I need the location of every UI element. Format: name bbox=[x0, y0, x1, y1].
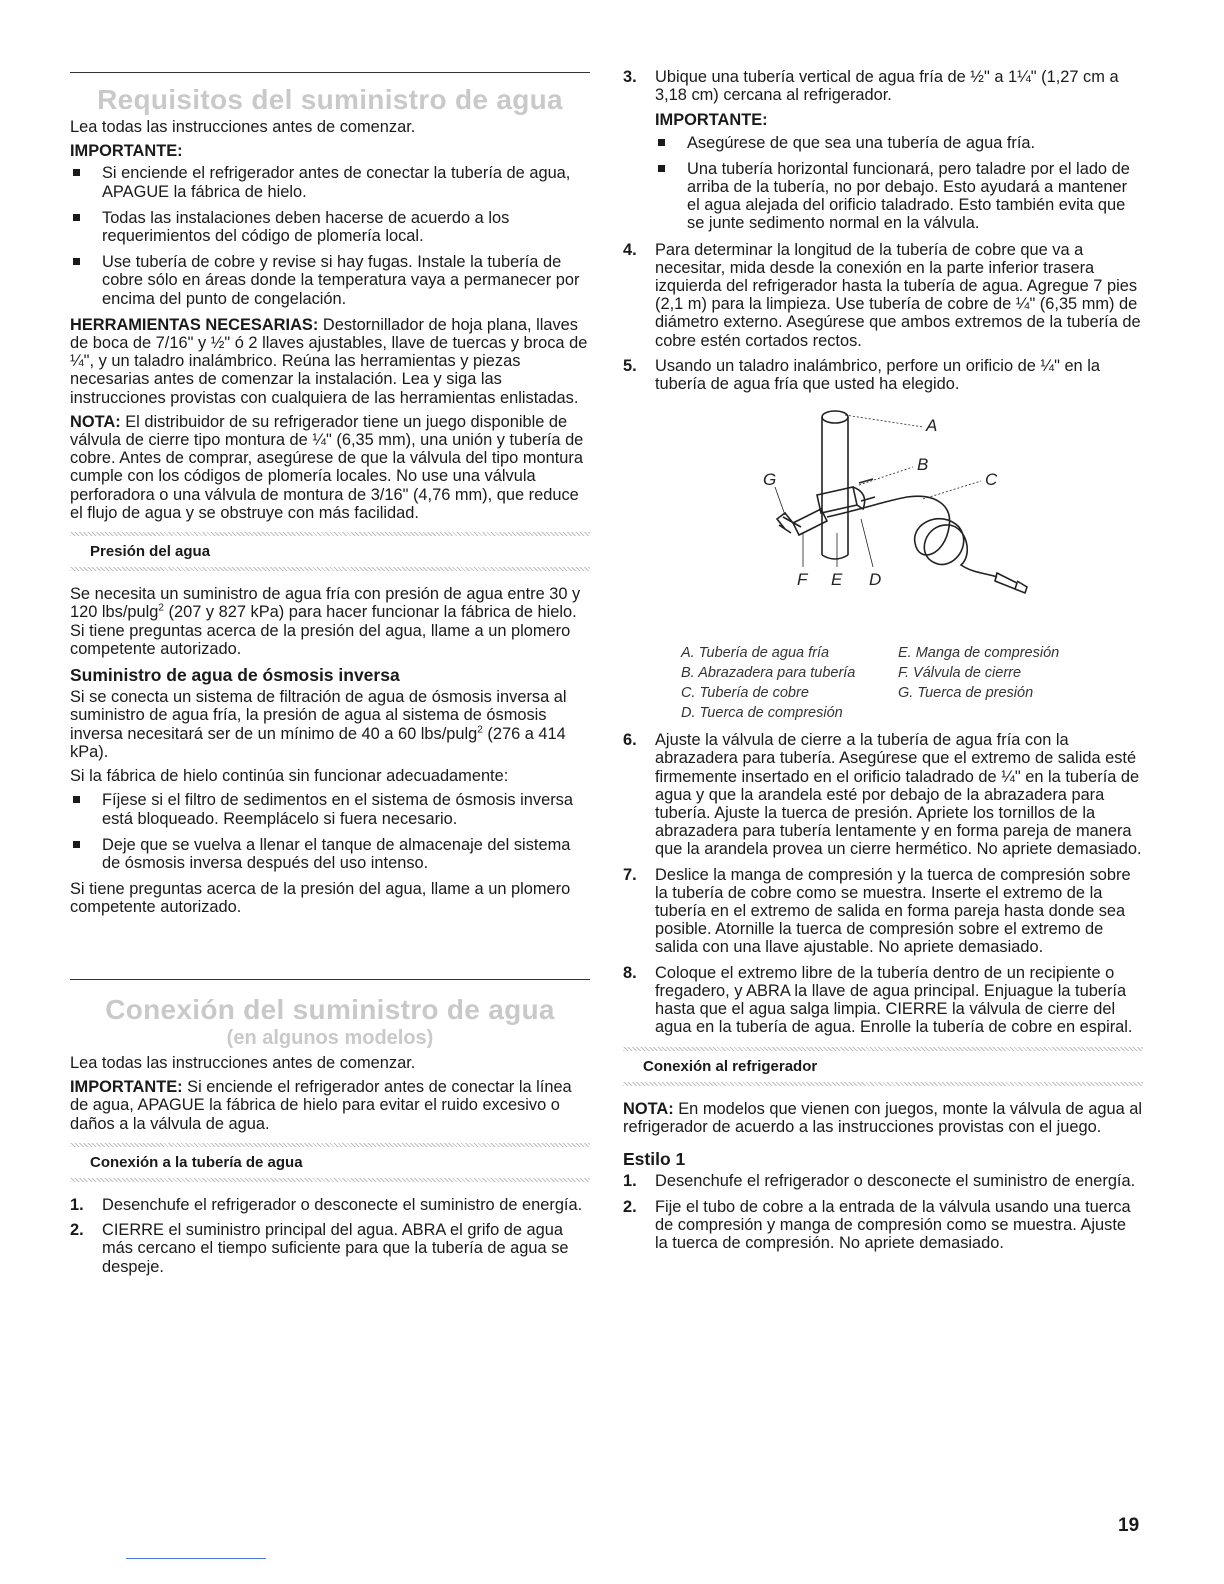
fridge-heading-box bbox=[623, 1047, 1143, 1086]
list-item: Todas las instalaciones deben hacerse de acuerdo a los requerimientos del código de plomería local. bbox=[70, 209, 590, 245]
pressure-nut bbox=[777, 513, 793, 529]
label-e: E bbox=[831, 570, 843, 590]
pipe-heading-box bbox=[70, 1143, 590, 1182]
tools-text: Destornillador de hoja plana, llaves de boca de 7/16" y ½" ó 2 llaves ajustables, llave de tuercas y broca de ¼", y un taladro inalámbrico. Reúna las herramientas y piezas necesarias antes de comenzar la instalación. Lea y siga las instrucciones provistas con cualquiera de las herramientas enlistadas. bbox=[70, 315, 588, 407]
pipe-clamp bbox=[817, 487, 857, 513]
label-c: C bbox=[985, 470, 998, 490]
osmosis-heading: Suministro de agua de ósmosis inversa bbox=[70, 665, 400, 686]
copper-tubing bbox=[827, 496, 997, 577]
bullet-square-icon bbox=[73, 258, 80, 265]
label-f: F bbox=[797, 570, 808, 590]
list-item: Use tubería de cobre y revise si hay fugas. Instale la tubería de cobre sólo en áreas donde la temperatura vaya a permanecer por encima del punto de congelación. bbox=[70, 253, 590, 308]
list-item: Deje que se vuelva a llenar el tanque de almacenaje del sistema de ósmosis inversa después del uso intenso. bbox=[70, 836, 590, 872]
steps-6-8 bbox=[623, 731, 1143, 1036]
fridge-heading: Conexión al refrigerador bbox=[643, 1057, 818, 1075]
legend-column-2 bbox=[898, 643, 1059, 703]
section2-important-label: IMPORTANTE: bbox=[70, 1078, 183, 1097]
label-d: D bbox=[869, 570, 882, 590]
label-b: B bbox=[917, 455, 929, 475]
legend-item: F. Válvula de cierre bbox=[898, 665, 1022, 682]
list-item: 6. Ajuste la válvula de cierre a la tubería de agua fría con la abrazadera para tubería. Asegúrese que el extremo de salida esté firmemente insertado en el orificio taladrado de ¼" en la tubería de agua y que la arandela esté por debajo de la abrazadera para tubería. Ajuste la tuerca de presión. Apriete los tornillos de la abrazadera para tubería lentamente y en forma pareja de manera que la arandela provea un cierre hermético. No apriete demasiado. bbox=[623, 731, 1142, 859]
legend-item: B. Abrazadera para tubería bbox=[681, 665, 856, 682]
leader-a bbox=[845, 415, 923, 427]
bullet-square-icon bbox=[73, 169, 80, 176]
section2-intro: Lea todas las instrucciones antes de comenzar. bbox=[70, 1054, 416, 1072]
list-item: 1. Desenchufe el refrigerador o desconecte el suministro de energía. bbox=[623, 1172, 1136, 1191]
list-item: 1. Desenchufe el refrigerador o desconecte el suministro de energía. bbox=[70, 1196, 583, 1215]
bottom-divider bbox=[126, 1558, 266, 1559]
note-text: El distribuidor de su refrigerador tiene un juego disponible de válvula de cierre tipo montura de ¼" (6,35 mm), una unión y tubería de cobre. Antes de comprar, asegúrese de que la válvula del tipo montura cumple con los códigos de plomería locales. No use una válvula perforadora o una válvula de montura de 3/16" (4,76 mm), que reduce el flujo de agua y se obstruye con más facilidad. bbox=[70, 412, 584, 522]
label-g: G bbox=[763, 470, 777, 490]
cold-water-pipe bbox=[822, 417, 848, 555]
pipe-heading: Conexión a la tubería de agua bbox=[90, 1153, 303, 1171]
legend-item: D. Tuerca de compresión bbox=[681, 705, 843, 722]
bullet-square-icon bbox=[658, 165, 665, 172]
section1-important-label: IMPORTANTE: bbox=[70, 142, 183, 161]
legend-item: E. Manga de compresión bbox=[898, 645, 1060, 662]
section1-intro: Lea todas las instrucciones antes de comenzar. bbox=[70, 118, 416, 136]
bullet-square-icon bbox=[73, 841, 80, 848]
legend-item: G. Tuerca de presión bbox=[898, 685, 1034, 702]
bullet-square-icon bbox=[73, 214, 80, 221]
pressure-heading-box bbox=[70, 532, 590, 571]
list-item: Asegúrese de que sea una tubería de agua fría. bbox=[655, 134, 1143, 152]
steps-4-5 bbox=[623, 241, 1143, 394]
list-item: 3. Ubique una tubería vertical de agua fría de ½" a 1¼" (1,27 cm a 3,18 cm) cercana al refrigerador. bbox=[623, 68, 1119, 105]
pressure-text: Se necesita un suministro de agua fría con presión de agua entre 30 y 120 lbs/pulg$^2$ (207 y 827 kPa) para hacer funcionar la fábrica de hielo. Si tiene preguntas acerca de la presión del agua, llame a un plomero competente autorizado. bbox=[70, 585, 581, 658]
legend-item: A. Tubería de agua fría bbox=[681, 645, 830, 662]
valve-diagram bbox=[623, 405, 1143, 635]
section2-title: Conexión del suministro de agua bbox=[105, 994, 555, 1025]
list-item: Una tubería horizontal funcionará, pero taladre por el lado de arriba de la tubería, no por debajo. Esto ayudará a mantener el agua alejada del orificio taladrado. Esto también evita que se junte sedimento normal en la válvula. bbox=[655, 160, 1143, 233]
bullet-square-icon bbox=[658, 139, 665, 146]
label-a: A bbox=[926, 416, 938, 436]
list-item: 4. Para determinar la longitud de la tubería de cobre que va a necesitar, mida desde la conexión en la parte inferior trasera izquierda del refrigerador hasta la tubería de agua. Agregue 7 pies (2,1 m) para la limpieza. Use tubería de cobre de ¼" (6,35 mm) de diámetro externo. Asegúrese que ambos extremos de la tubería de cobre estén cortados rectos. bbox=[623, 240, 1141, 350]
legend-item: C. Tubería de cobre bbox=[681, 685, 809, 702]
bullet-square-icon bbox=[73, 796, 80, 803]
pipe-top-ellipse bbox=[822, 411, 848, 423]
left-column-section2 bbox=[70, 994, 590, 1283]
tools-label: HERRAMIENTAS NECESARIAS: bbox=[70, 315, 319, 334]
fridge-note: NOTA: En modelos que vienen con juegos, monte la válvula de agua al refrigerador de acuerdo a las instrucciones provistas con el juego. bbox=[623, 1099, 1143, 1136]
list-item: Si enciende el refrigerador antes de conectar la tubería de agua, APAGUE la fábrica de hielo. bbox=[70, 164, 590, 200]
right-column bbox=[623, 68, 1143, 1259]
figure-legend bbox=[623, 643, 1143, 727]
osmosis-text: Si se conecta un sistema de filtración de agua de ósmosis inversa al suministro de agua fría, la presión de agua al sistema de ósmosis inversa necesitará ser de un mínimo de 40 a 60 lbs/pulg$^2$ (276 a 414 kPa). bbox=[70, 688, 567, 761]
osmosis-closing: Si tiene preguntas acerca de la presión del agua, llame a un plomero competente autorizado. bbox=[70, 880, 571, 917]
left-column bbox=[70, 84, 590, 923]
note-label: NOTA: bbox=[70, 412, 121, 431]
section2-rule bbox=[70, 979, 590, 980]
list-item: 5. Usando un taladro inalámbrico, perfore un orificio de ¼" en la tubería de agua fría que usted ha elegido. bbox=[623, 356, 1100, 394]
note-paragraph bbox=[70, 413, 590, 522]
right-bullets bbox=[623, 134, 1143, 233]
top-rule bbox=[70, 72, 590, 73]
fridge-note-label: NOTA: bbox=[623, 1099, 674, 1118]
section2-subtitle: (en algunos modelos) bbox=[226, 1027, 434, 1049]
steps-3 bbox=[623, 68, 1143, 104]
section1-title: Requisitos del suministro de agua bbox=[97, 84, 563, 115]
list-item: 7. Deslice la manga de compresión y la tuerca de compresión sobre la tubería de cobre como se muestra. Inserte el extremo de la tubería en el extremo de salida en forma pareja hasta donde sea posible. Atornille la tuerca de compresión sobre el extremo de salida con una llave ajustable. No apriete demasiado. bbox=[623, 865, 1131, 957]
list-item: Fíjese si el filtro de sedimentos en el sistema de ósmosis inversa está bloqueado. Reemplácelo si fuera necesario. bbox=[70, 791, 590, 827]
right-important-label: IMPORTANTE: bbox=[655, 111, 768, 130]
section1-bullets bbox=[70, 164, 590, 307]
osmosis-if-text: Si la fábrica de hielo continúa sin funcionar adecuadamente: bbox=[70, 767, 509, 786]
pipe-steps bbox=[70, 1196, 590, 1276]
list-item: 8. Coloque el extremo libre de la tubería dentro de un recipiente o fregadero, y ABRA la llave de agua principal. Enjuague la tubería hasta que el agua salga limpia. CIERRE la válvula de cierre del agua en la tubería de agua. Enrolle la tubería de cobre en espiral. bbox=[623, 963, 1133, 1037]
tools-paragraph bbox=[70, 316, 590, 407]
legend-column-1 bbox=[681, 643, 855, 723]
style-heading: Estilo 1 bbox=[623, 1149, 686, 1170]
style-steps bbox=[623, 1172, 1143, 1252]
valve-diagram-svg bbox=[623, 405, 1143, 635]
leader-g bbox=[775, 487, 785, 515]
leader-d bbox=[861, 519, 873, 567]
pressure-heading: Presión del agua bbox=[90, 543, 211, 561]
osmosis-bullets bbox=[70, 791, 590, 872]
section2-important: IMPORTANTE: Si enciende el refrigerador antes de conectar la línea de agua, APAGUE la fábrica de hielo para evitar el ruido excesivo o daños a la válvula de agua. bbox=[70, 1078, 572, 1133]
page-number: 19 bbox=[1118, 1515, 1140, 1536]
list-item: 2. Fije el tubo de cobre a la entrada de la válvula usando una tuerca de compresión y manga de compresión como se muestra. Ajuste la tuerca de compresión. No apriete demasiado. bbox=[623, 1197, 1131, 1252]
leader-c bbox=[923, 481, 981, 499]
list-item: 2. CIERRE el suministro principal del agua. ABRA el grifo de agua más cercano el tiempo suficiente para que la tubería de agua se despeje. bbox=[70, 1221, 569, 1276]
leader-b bbox=[859, 467, 913, 485]
